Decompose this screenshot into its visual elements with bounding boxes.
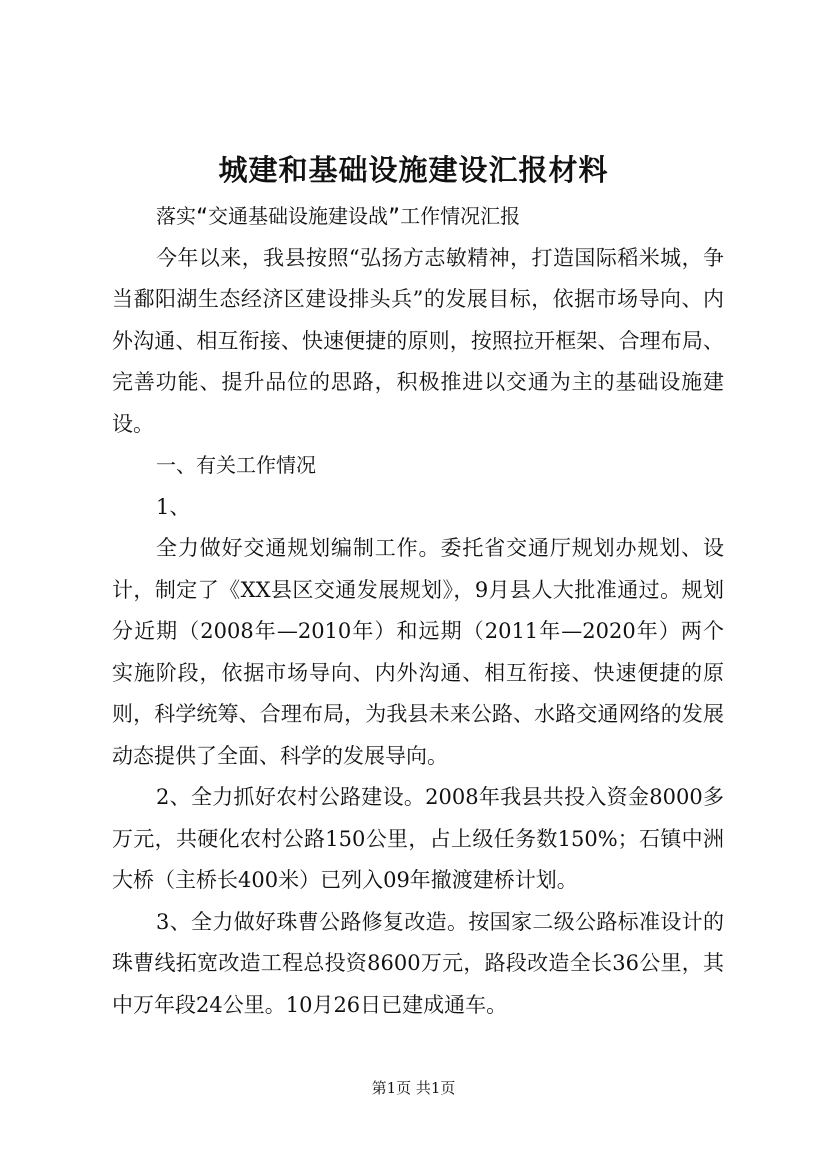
paragraph-highway: 3、全力做好珠曹公路修复改造。按国家二级公路标准设计的珠曹线拓宽改造工程总投资8600万元，路段改造全长36公里，其中万年段24公里。10月26日已建成通车。	[112, 909, 724, 1017]
section-heading: 一、有关工作情况	[156, 453, 316, 477]
document-title: 城建和基础设施建设汇报材料	[218, 153, 609, 187]
paragraph-rural-roads: 2、全力抓好农村公路建设。2008年我县共投入资金8000多万元，共硬化农村公路150公里，占上级任务数150%；石镇中洲大桥（主桥长400米）已列入09年撤渡建桥计划。	[112, 785, 724, 892]
paragraph-planning: 全力做好交通规划编制工作。委托省交通厅规划办规划、设计，制定了《XX县区交通发展规划》，9月县人大批准通过。规划分近期（2008年—2010年）和远期（2011年—2020年）两个实施阶段，依据市场导向、内外沟通、相互衔接、快速便捷的原则，科学统筹、合理布局，为我县未来公路、水路交通网络的发展动态提供了全面、科学的发展导向。	[112, 536, 724, 768]
document-body	[112, 196, 724, 1026]
report-subtitle: 落实“交通基础设施建设战”工作情况汇报	[156, 204, 521, 228]
page-footer: 第1页 共1页	[371, 1079, 456, 1097]
intro-paragraph: 今年以来，我县按照“弘扬方志敏精神，打造国际稻米城，争当鄱阳湖生态经济区建设排头兵”的发展目标，依据市场导向、内外沟通、相互衔接、快速便捷的原则，按照拉开框架、合理布局、完善功能、提升品位的思路，积极推进以交通为主的基础设施建设。	[112, 245, 724, 436]
item-number: 1、	[156, 494, 191, 519]
